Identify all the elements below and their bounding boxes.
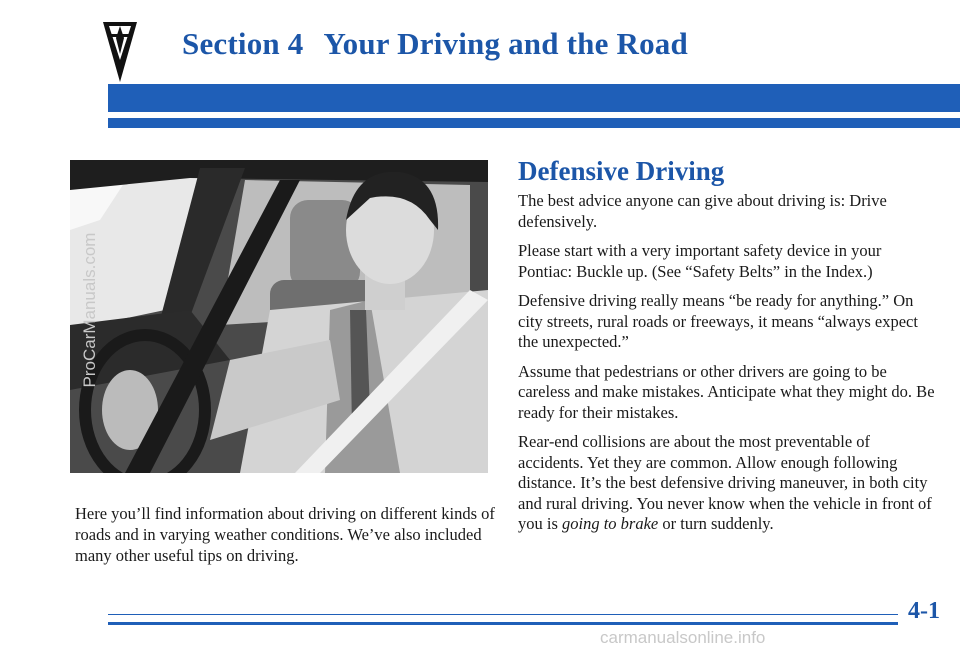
pontiac-logo-icon xyxy=(103,20,137,82)
section-name: Your Driving and the Road xyxy=(323,26,688,61)
section-number: Section 4 xyxy=(182,26,304,61)
defensive-driving-heading: Defensive Driving xyxy=(518,156,725,186)
driver-seatbelt-illustration xyxy=(70,160,488,473)
header-color-stripe xyxy=(108,118,960,128)
intro-paragraph: Here you’ll find information about driving on different kinds of roads and in varying weather conditions. We’ve also included many other useful tips on driving. xyxy=(75,504,495,565)
paragraph-rear-end-end: or turn suddenly. xyxy=(658,514,774,533)
header-color-band xyxy=(108,84,960,112)
paragraph-drive-defensively: The best advice anyone can give about driving is: Drive defensively. xyxy=(518,191,887,231)
paragraph-buckle-up: Please start with a very important safety device in your Pontiac: Buckle up. (See “Safety Belts” in the Index.) xyxy=(518,241,882,281)
side-watermark: ProCarManuals.com xyxy=(80,232,99,388)
defensive-driving-body xyxy=(518,191,938,544)
paragraph-rear-end-collisions xyxy=(518,432,938,535)
page-number: 4-1 xyxy=(908,598,940,624)
footer-rule xyxy=(108,622,898,625)
paragraph-ready-for-anything: Defensive driving really means “be ready for anything.” On city streets, rural roads or freeways, it means “always expect the unexpected.” xyxy=(518,291,918,351)
section-title xyxy=(182,26,688,62)
paragraph-rear-end-emphasis: going to brake xyxy=(562,514,659,533)
paragraph-rear-end-text: Rear-end collisions are about the most preventable of accidents. Yet they are common. Allow enough following distance. It’s the best defensive driving maneuver, in both city and rural driving. You never know when the vehicle in front of you is xyxy=(518,432,932,533)
bottom-watermark: carmanualsonline.info xyxy=(600,628,766,647)
footer-rule-thin xyxy=(108,614,898,615)
paragraph-pedestrians: Assume that pedestrians or other drivers are going to be careless and make mistakes. Anticipate what they might do. Be ready for their mistakes. xyxy=(518,361,935,422)
